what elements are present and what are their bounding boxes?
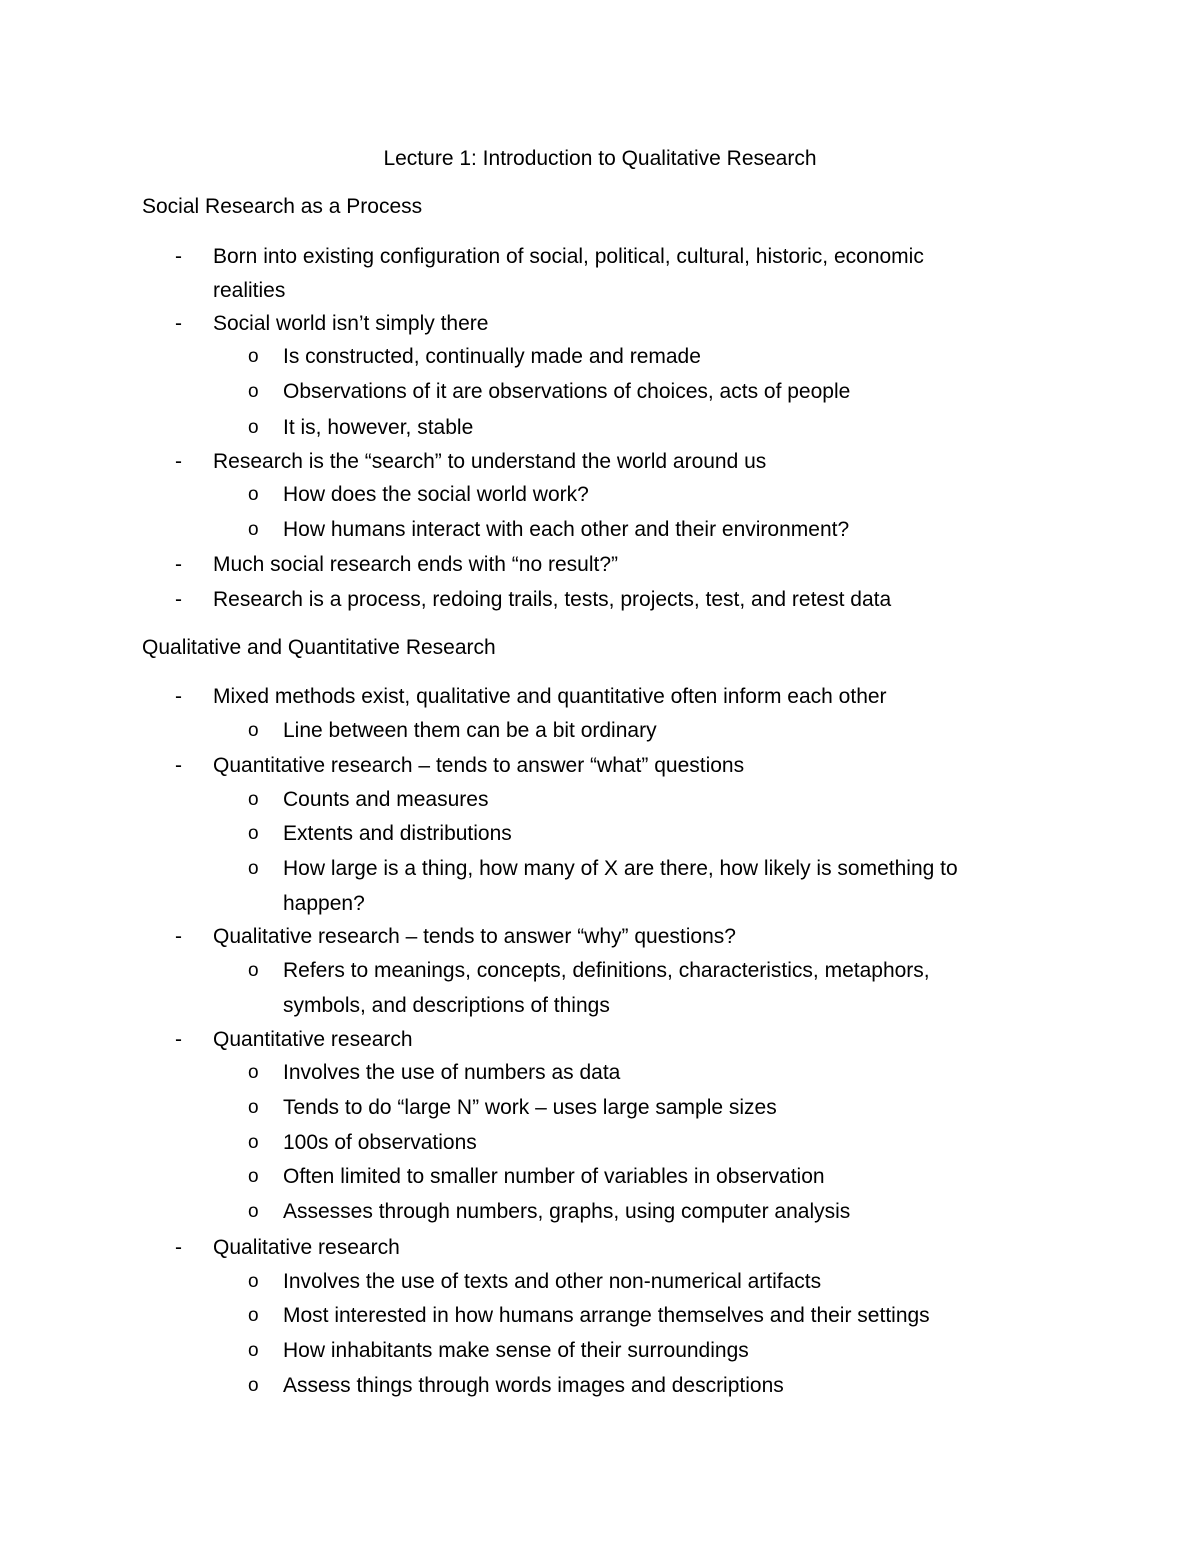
sub-list-item: How does the social world work? [283,483,589,506]
list-item: Quantitative research – tends to answer “what” questions [213,754,745,777]
bullet-circle: o [248,1166,259,1187]
list-item: Mixed methods exist, qualitative and quantitative often inform each other [213,685,887,708]
list-item: Quantitative research [213,1028,413,1051]
sub-list-item-continuation: symbols, and descriptions of things [283,994,610,1017]
sub-list-item: Most interested in how humans arrange themselves and their settings [283,1304,930,1327]
sub-list-item: How large is a thing, how many of X are there, how likely is something to [283,857,958,880]
bullet-circle: o [248,1201,259,1222]
bullet-dash: - [175,1028,182,1051]
sub-list-item: How humans interact with each other and their environment? [283,518,850,541]
bullet-dash: - [175,450,182,473]
bullet-dash: - [175,1236,182,1259]
sub-list-item: Tends to do “large N” work – uses large sample sizes [283,1096,777,1119]
sub-list-item: Counts and measures [283,788,489,811]
bullet-circle: o [248,960,259,981]
bullet-circle: o [248,417,259,438]
list-item: Born into existing configuration of social, political, cultural, historic, economic [213,245,924,268]
bullet-circle: o [248,858,259,879]
bullet-dash: - [175,312,182,335]
page-title: Lecture 1: Introduction to Qualitative Research [383,147,817,170]
bullet-circle: o [248,720,259,741]
bullet-dash: - [175,245,182,268]
bullet-circle: o [248,484,259,505]
section-heading: Social Research as a Process [142,195,423,218]
section-heading: Qualitative and Quantitative Research [142,636,496,659]
sub-list-item: Refers to meanings, concepts, definitions, characteristics, metaphors, [283,959,930,982]
bullet-dash: - [175,925,182,948]
bullet-dash: - [175,685,182,708]
sub-list-item: Involves the use of numbers as data [283,1061,621,1084]
sub-list-item: 100s of observations [283,1131,477,1154]
sub-list-item-continuation: happen? [283,892,365,915]
list-item: Much social research ends with “no result?” [213,553,619,576]
bullet-dash: - [175,553,182,576]
bullet-circle: o [248,381,259,402]
list-item: Qualitative research [213,1236,400,1259]
sub-list-item: Assess things through words images and descriptions [283,1374,784,1397]
bullet-circle: o [248,1340,259,1361]
sub-list-item: It is, however, stable [283,416,474,439]
bullet-circle: o [248,1132,259,1153]
sub-list-item: Is constructed, continually made and remade [283,345,701,368]
sub-list-item: Often limited to smaller number of variables in observation [283,1165,825,1188]
bullet-circle: o [248,1375,259,1396]
bullet-circle: o [248,1062,259,1083]
bullet-circle: o [248,519,259,540]
list-item: Qualitative research – tends to answer “why” questions? [213,925,736,948]
list-item-continuation: realities [213,279,286,302]
sub-list-item: Assesses through numbers, graphs, using computer analysis [283,1200,851,1223]
list-item: Research is a process, redoing trails, tests, projects, test, and retest data [213,588,892,611]
bullet-circle: o [248,346,259,367]
bullet-circle: o [248,1097,259,1118]
sub-list-item: Involves the use of texts and other non-numerical artifacts [283,1270,822,1293]
bullet-circle: o [248,1305,259,1326]
bullet-circle: o [248,1271,259,1292]
sub-list-item: Observations of it are observations of choices, acts of people [283,380,851,403]
bullet-dash: - [175,588,182,611]
list-item: Social world isn’t simply there [213,312,489,335]
list-item: Research is the “search” to understand the world around us [213,450,767,473]
sub-list-item: How inhabitants make sense of their surroundings [283,1339,749,1362]
sub-list-item: Line between them can be a bit ordinary [283,719,657,742]
bullet-circle: o [248,789,259,810]
sub-list-item: Extents and distributions [283,822,512,845]
bullet-dash: - [175,754,182,777]
bullet-circle: o [248,823,259,844]
